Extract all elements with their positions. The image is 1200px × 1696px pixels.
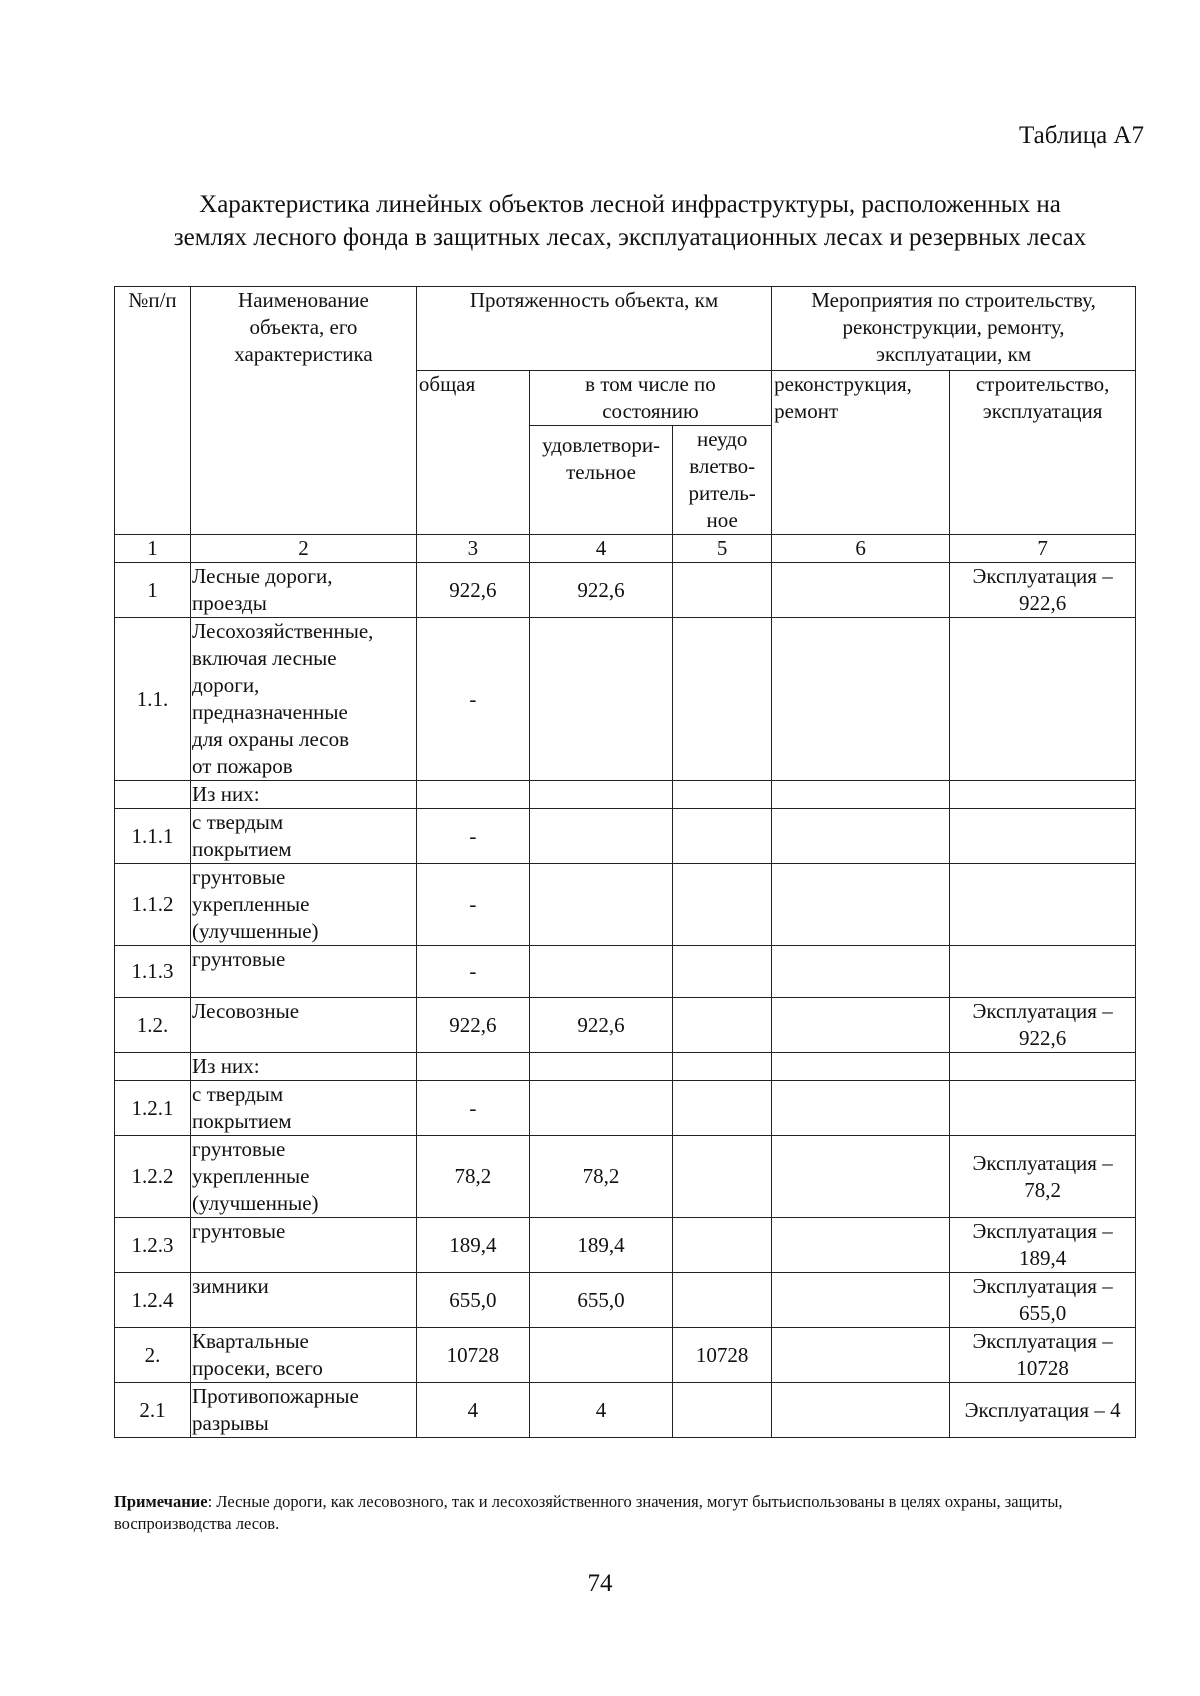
table-row [115, 1136, 1136, 1218]
cell-reconstruction [772, 809, 950, 864]
cell-construction: Эксплуатация – 922,6 [950, 998, 1136, 1053]
cell-total: - [416, 946, 529, 998]
cell-construction [950, 781, 1136, 809]
cell-reconstruction [772, 618, 950, 781]
cell-unsatisfactory [673, 618, 772, 781]
cell-unsatisfactory [673, 998, 772, 1053]
page-number: 74 [587, 1570, 613, 1597]
cell-reconstruction [772, 1081, 950, 1136]
cell-num [115, 1053, 191, 1081]
cell-name: Лесохозяйственные, включая лесные дороги, предназначенные для охраны лесов от пожаров [191, 618, 417, 781]
note-text: : Лесные дороги, как лесовозного, так и лесохозяйственного значения, могут бытьиспользованы в целях охраны, защиты, воспроизводства лесов. [114, 1492, 1063, 1533]
cell-construction: Эксплуатация – 922,6 [950, 563, 1136, 618]
cell-construction: Эксплуатация – 78,2 [950, 1136, 1136, 1218]
cell-reconstruction [772, 946, 950, 998]
table-row [115, 809, 1136, 864]
cell-reconstruction [772, 864, 950, 946]
cell-total: 922,6 [416, 563, 529, 618]
cell-unsatisfactory [673, 864, 772, 946]
cell-total: 189,4 [416, 1218, 529, 1273]
cell-construction: Эксплуатация – 655,0 [950, 1273, 1136, 1328]
column-number: 3 [416, 535, 529, 563]
cell-construction [950, 809, 1136, 864]
cell-name: грунтовые укрепленные (улучшенные) [191, 864, 417, 946]
cell-total: 78,2 [416, 1136, 529, 1218]
cell-construction [950, 864, 1136, 946]
cell-satisfactory [529, 1081, 672, 1136]
header-col-name: Наименование объекта, его характеристика [191, 287, 417, 535]
cell-total [416, 1053, 529, 1081]
table-row [115, 1273, 1136, 1328]
cell-construction [950, 1053, 1136, 1081]
cell-name: Лесовозные [191, 998, 417, 1053]
cell-satisfactory [529, 1053, 672, 1081]
cell-total: - [416, 809, 529, 864]
table-row [115, 998, 1136, 1053]
cell-satisfactory [529, 781, 672, 809]
table-caption [100, 188, 1160, 254]
cell-reconstruction [772, 1328, 950, 1383]
cell-satisfactory [529, 618, 672, 781]
cell-satisfactory: 655,0 [529, 1273, 672, 1328]
note-label: Примечание [114, 1492, 208, 1511]
table-row [115, 781, 1136, 809]
column-number: 5 [673, 535, 772, 563]
cell-num: 1.2. [115, 998, 191, 1053]
cell-name: грунтовые [191, 946, 417, 998]
column-number: 6 [772, 535, 950, 563]
cell-satisfactory [529, 809, 672, 864]
cell-unsatisfactory [673, 1273, 772, 1328]
cell-num: 1.1. [115, 618, 191, 781]
cell-reconstruction [772, 1383, 950, 1438]
cell-name: Противопожарные разрывы [191, 1383, 417, 1438]
caption-line-1: Характеристика линейных объектов лесной инфраструктуры, расположенных на [199, 191, 1061, 218]
cell-name: с твердым покрытием [191, 1081, 417, 1136]
header-col-construction: строительство, эксплуатация [950, 371, 1136, 535]
table-row [115, 946, 1136, 998]
table-row [115, 1218, 1136, 1273]
cell-name: Квартальные просеки, всего [191, 1328, 417, 1383]
table-row [115, 1383, 1136, 1438]
cell-name: с твердым покрытием [191, 809, 417, 864]
infrastructure-table [114, 286, 1136, 1438]
cell-total: - [416, 618, 529, 781]
cell-num [115, 781, 191, 809]
column-number: 4 [529, 535, 672, 563]
cell-satisfactory: 78,2 [529, 1136, 672, 1218]
cell-construction: Эксплуатация – 4 [950, 1383, 1136, 1438]
cell-name: Из них: [191, 1053, 417, 1081]
cell-unsatisfactory [673, 1081, 772, 1136]
header-col-by-state: в том числе по состоянию [529, 371, 771, 426]
cell-num: 2. [115, 1328, 191, 1383]
cell-name: Лесные дороги, проезды [191, 563, 417, 618]
table-row [115, 864, 1136, 946]
cell-unsatisfactory [673, 1053, 772, 1081]
header-col-unsatisfactory: неудо влетво- ритель- ное [673, 426, 772, 535]
cell-total: 655,0 [416, 1273, 529, 1328]
cell-unsatisfactory [673, 563, 772, 618]
cell-construction [950, 946, 1136, 998]
cell-total [416, 781, 529, 809]
cell-unsatisfactory: 10728 [673, 1328, 772, 1383]
table-row [115, 1053, 1136, 1081]
table-row [115, 1081, 1136, 1136]
cell-satisfactory: 922,6 [529, 563, 672, 618]
cell-unsatisfactory [673, 809, 772, 864]
cell-total: - [416, 1081, 529, 1136]
cell-num: 1.1.1 [115, 809, 191, 864]
column-number: 1 [115, 535, 191, 563]
cell-total: - [416, 864, 529, 946]
cell-reconstruction [772, 781, 950, 809]
cell-reconstruction [772, 1273, 950, 1328]
cell-satisfactory: 922,6 [529, 998, 672, 1053]
cell-unsatisfactory [673, 1136, 772, 1218]
cell-reconstruction [772, 1218, 950, 1273]
cell-total: 4 [416, 1383, 529, 1438]
caption-line-2: землях лесного фонда в защитных лесах, эксплуатационных лесах и резервных лесах [173, 224, 1087, 251]
header-col-measures: Мероприятия по строительству, реконструкции, ремонту, эксплуатации, км [772, 287, 1136, 371]
cell-num: 1.2.3 [115, 1218, 191, 1273]
cell-unsatisfactory [673, 1383, 772, 1438]
column-number: 7 [950, 535, 1136, 563]
cell-reconstruction [772, 998, 950, 1053]
cell-num: 1.2.1 [115, 1081, 191, 1136]
header-col-total: общая [416, 371, 529, 535]
table-note [114, 1491, 1139, 1535]
cell-unsatisfactory [673, 781, 772, 809]
cell-num: 1 [115, 563, 191, 618]
table-row [115, 1328, 1136, 1383]
cell-num: 2.1 [115, 1383, 191, 1438]
cell-name: грунтовые укрепленные (улучшенные) [191, 1136, 417, 1218]
cell-total: 10728 [416, 1328, 529, 1383]
cell-unsatisfactory [673, 946, 772, 998]
table-row [115, 618, 1136, 781]
column-numbers-row [115, 535, 1136, 563]
cell-reconstruction [772, 1053, 950, 1081]
cell-num: 1.2.2 [115, 1136, 191, 1218]
cell-unsatisfactory [673, 1218, 772, 1273]
cell-num: 1.1.2 [115, 864, 191, 946]
header-col-satisfactory: удовлетвори- тельное [529, 426, 672, 535]
cell-satisfactory [529, 1328, 672, 1383]
cell-satisfactory: 189,4 [529, 1218, 672, 1273]
cell-construction: Эксплуатация – 10728 [950, 1328, 1136, 1383]
cell-satisfactory: 4 [529, 1383, 672, 1438]
cell-construction [950, 618, 1136, 781]
table-label: Таблица А7 [1019, 122, 1144, 149]
cell-name: зимники [191, 1273, 417, 1328]
header-col-length: Протяженность объекта, км [416, 287, 771, 371]
cell-construction [950, 1081, 1136, 1136]
cell-reconstruction [772, 563, 950, 618]
header-col-reconstruction: реконструкция, ремонт [772, 371, 950, 535]
cell-num: 1.2.4 [115, 1273, 191, 1328]
cell-satisfactory [529, 864, 672, 946]
cell-name: грунтовые [191, 1218, 417, 1273]
cell-reconstruction [772, 1136, 950, 1218]
cell-num: 1.1.3 [115, 946, 191, 998]
cell-total: 922,6 [416, 998, 529, 1053]
cell-name: Из них: [191, 781, 417, 809]
header-col-num: №п/п [115, 287, 191, 535]
column-number: 2 [191, 535, 417, 563]
cell-construction: Эксплуатация – 189,4 [950, 1218, 1136, 1273]
table-row [115, 563, 1136, 618]
cell-satisfactory [529, 946, 672, 998]
